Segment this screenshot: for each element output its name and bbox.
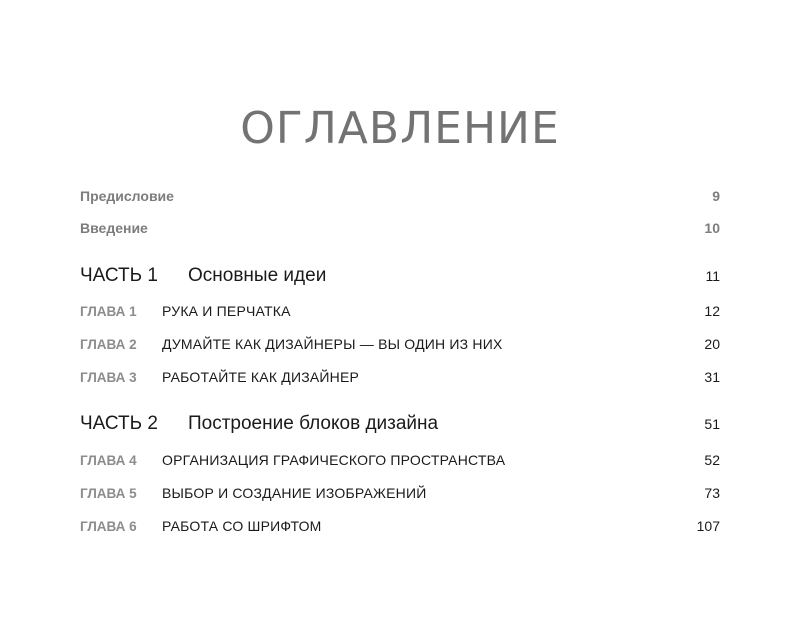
chapter-label: ГЛАВА 4	[80, 452, 137, 468]
toc-chapter-4[interactable]	[80, 448, 720, 472]
part-label: ЧАСТЬ 1	[80, 265, 158, 286]
toc-chapter-1[interactable]	[80, 299, 720, 323]
page-number: 10	[704, 220, 720, 236]
entry-title: Введение	[80, 220, 148, 236]
page-title: ОГЛАВЛЕНИЕ	[240, 103, 560, 155]
chapter-title: РАБОТАЙТЕ КАК ДИЗАЙНЕР	[162, 369, 360, 385]
page-number: 73	[704, 485, 720, 501]
entry-title: Предисловие	[80, 188, 174, 204]
page-number: 9	[712, 188, 720, 204]
chapter-label: ГЛАВА 6	[80, 518, 137, 534]
chapter-title: ОРГАНИЗАЦИЯ ГРАФИЧЕСКОГО ПРОСТРАНСТВА	[162, 452, 506, 468]
page-number: 12	[704, 303, 720, 319]
part-title: Основные идеи	[188, 265, 327, 286]
chapter-title: ДУМАЙТЕ КАК ДИЗАЙНЕРЫ — ВЫ ОДИН ИЗ НИХ	[162, 336, 503, 352]
chapter-label: ГЛАВА 5	[80, 485, 137, 501]
page-number: 31	[704, 369, 720, 385]
toc-entry-preface[interactable]	[80, 184, 720, 208]
toc-part-2[interactable]	[80, 412, 720, 436]
toc-chapter-3[interactable]	[80, 365, 720, 389]
page-number: 20	[704, 336, 720, 352]
toc-chapter-6[interactable]	[80, 514, 720, 538]
part-label: ЧАСТЬ 2	[80, 413, 158, 434]
part-title: Построение блоков дизайна	[188, 413, 439, 434]
toc-entry-introduction[interactable]	[80, 216, 720, 240]
toc-chapter-5[interactable]	[80, 481, 720, 505]
chapter-title: РУКА И ПЕРЧАТКА	[162, 303, 291, 319]
page-number: 107	[696, 518, 720, 534]
page-number: 11	[705, 268, 720, 284]
chapter-label: ГЛАВА 3	[80, 369, 137, 385]
page-number: 52	[704, 452, 720, 468]
chapter-label: ГЛАВА 2	[80, 336, 137, 352]
chapter-title: РАБОТА СО ШРИФТОМ	[162, 518, 322, 534]
toc-part-1[interactable]	[80, 264, 720, 288]
page-number: 51	[704, 416, 720, 432]
chapter-label: ГЛАВА 1	[80, 303, 137, 319]
toc-chapter-2[interactable]	[80, 332, 720, 356]
chapter-title: ВЫБОР И СОЗДАНИЕ ИЗОБРАЖЕНИЙ	[162, 485, 427, 501]
